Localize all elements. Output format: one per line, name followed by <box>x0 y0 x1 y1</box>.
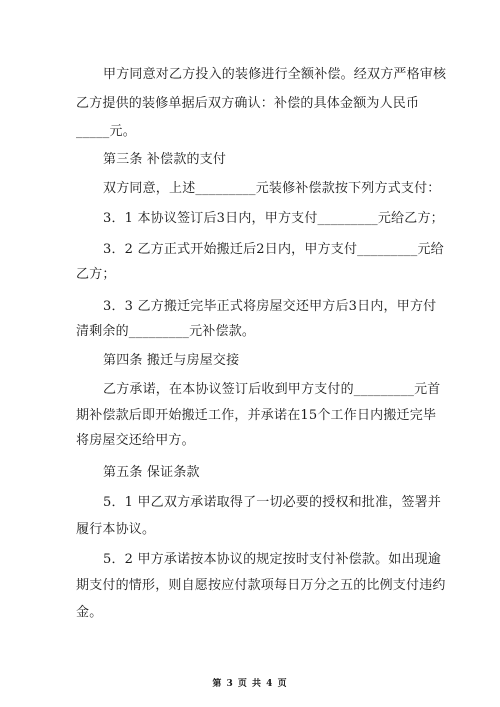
page-footer: 第 3 页 共 4 页 <box>212 679 288 689</box>
paragraph-line: 甲方同意对乙方投入的装修进行全额补偿。经双方严格审核 <box>103 67 447 82</box>
paragraph-line: 乙方承诺，在本协议签订后收到甲方支付的_________元首 <box>103 382 441 397</box>
clause-line: 5．1 甲乙双方承诺取得了一切必要的授权和批准，签署并 <box>103 495 442 510</box>
article-heading: 第三条 补偿款的支付 <box>103 152 227 167</box>
paragraph-line: 将房屋交还给甲方。 <box>76 433 195 448</box>
paragraph-line: 双方同意，上述_________元装修补偿款按下列方式支付： <box>103 181 441 196</box>
clause-line: 3．2 乙方正式开始搬迁后2日内，甲方支付_________元给 <box>103 242 444 257</box>
paragraph-line: 乙方提供的装修单据后双方确认：补偿的具体金额为人民币 <box>76 96 420 111</box>
paragraph-line: _____元。 <box>76 124 136 139</box>
clause-line: 3．1 本协议签订后3日内，甲方支付_________元给乙方； <box>103 211 444 226</box>
clause-line: 期支付的情形，则自愿按应付款项每日万分之五的比例支付违约 <box>76 578 446 593</box>
clause-line: 乙方； <box>76 267 116 282</box>
clause-line: 履行本协议。 <box>76 522 156 537</box>
article-heading: 第五条 保证条款 <box>103 465 200 480</box>
clause-line: 5．2 甲方承诺按本协议的规定按时支付补偿款。如出现逾 <box>103 552 442 567</box>
article-heading: 第四条 搬迁与房屋交接 <box>103 353 240 368</box>
paragraph-line: 期补偿款后即开始搬迁工作，并承诺在15个工作日内搬迁完毕 <box>76 408 437 423</box>
clause-line: 清剩余的_________元补偿款。 <box>76 324 256 339</box>
clause-line: 金。 <box>76 605 103 620</box>
clause-line: 3．3 乙方搬迁完毕正式将房屋交还甲方后3日内，甲方付 <box>103 299 437 314</box>
